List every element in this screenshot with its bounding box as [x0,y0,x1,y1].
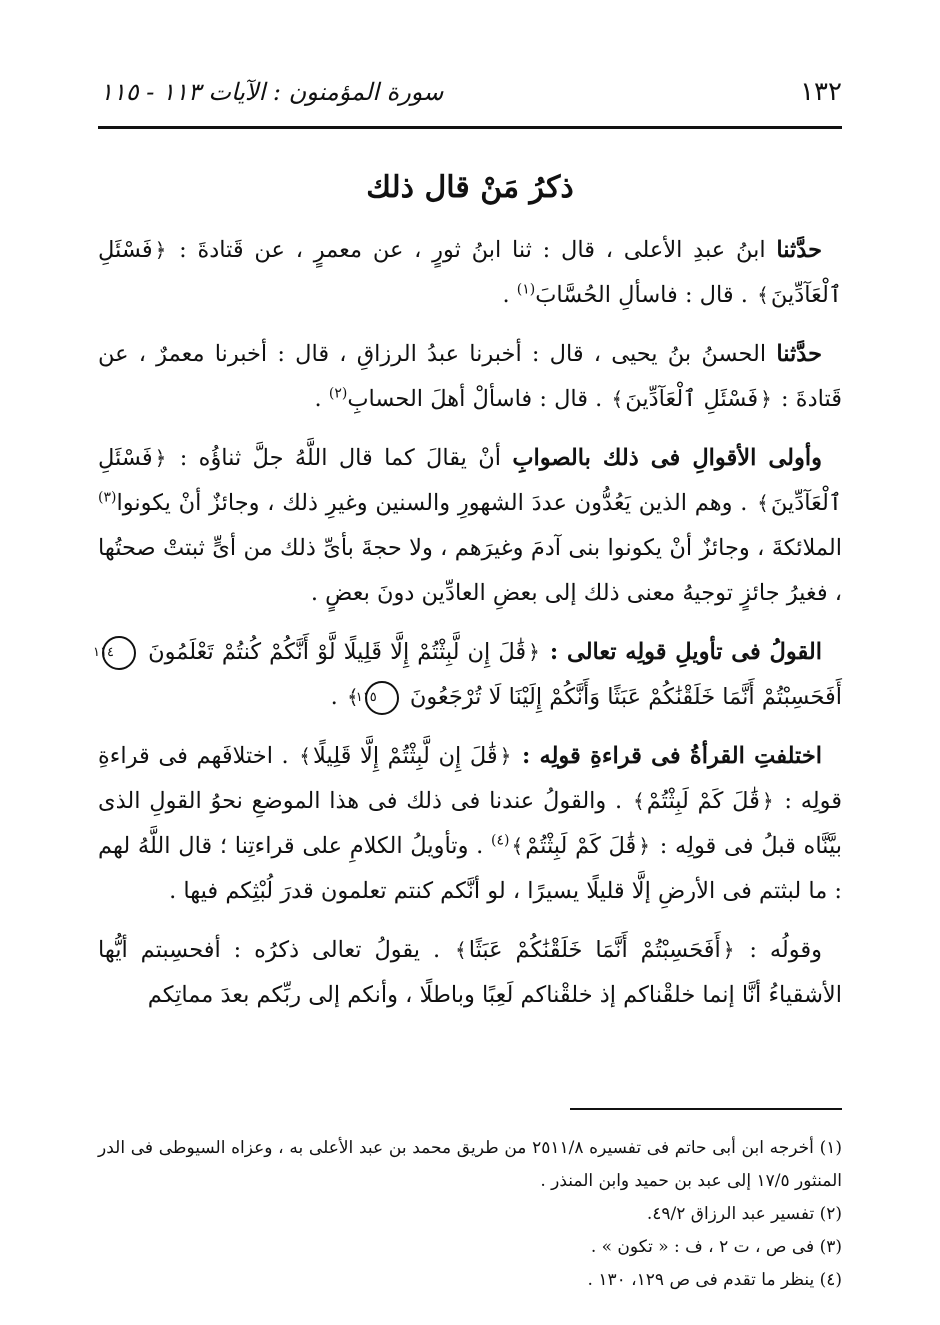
paragraph-text: . قال : فاسألْ أهلَ الحسابِ [347,386,603,412]
quran-quote: فَسْئَلِ ٱلْعَآدِّينَ [625,386,759,412]
header-rule [98,126,842,129]
quran-brace-open: ﴿ [154,238,167,262]
paragraph-text: أنْ يقالَ كما قال اللَّهُ جلَّ ثناؤُه : [179,445,502,471]
quran-brace-open: ﴿ [528,640,540,664]
paragraph-text: وقولُه : [749,937,823,963]
paragraph-text: . وهم الذين يَعُدُّون عددَ الشهورِ والسنين وغيرِ ذلك ، وجائزٌ أنْ يكونوا [116,490,748,516]
quran-brace-close: ﴾ [757,283,769,307]
paragraph-text: . يقولُ تعالى ذكرُه : أفحسِبتم أيُّها الأشقياءُ أنَّا إنما خلقْناكم إذ خلقْناكم لَعِبًا وباطلًا ، وأنكم إلى ربِّكم بعدَ مماتِكم [98,937,842,1008]
paragraph-text: ابنُ عبدِ الأعلى ، قال : ثنا ابنُ ثورٍ ، عن معمرٍ ، عن قَتادةَ : [179,237,766,263]
quran-quote: قَٰلَ كَمْ لَبِثْتُمْ [646,788,760,814]
paragraph-2 [98,332,842,422]
footnote-ref-2[interactable]: (٢) [328,385,348,402]
footnote-3: (٣) فى ص ، ت ٢ ، ف : « تكون » . [590,1237,842,1257]
quran-quote: قَٰلَ كَمْ لَبِثْتُمْ [525,833,637,859]
quran-brace-close: ﴾ [757,491,769,515]
paragraph-5 [98,734,842,914]
quran-brace-open: ﴿ [499,744,512,768]
paragraph-text: . [502,282,510,308]
quran-brace-open: ﴿ [722,938,735,962]
quran-brace-close: ﴾ [611,387,624,411]
paragraph-lead: القولُ فى تأويلِ قولِه تعالى : [549,639,823,665]
paragraph-lead: حدَّثنا [776,237,822,263]
quran-brace-open: ﴿ [760,387,772,411]
paragraph-lead: حدَّثنا [776,341,822,367]
quran-quote: قَٰلَ إِن لَّبِثْتُمْ إِلَّا قَلِيلًا لَّوْ أَنَّكُمْ كُنتُمْ تَعْلَمُونَ [148,639,527,665]
main-text [93,228,843,1032]
quran-quote: فَسْئَلِ ٱلْعَآدِّينَ [98,237,842,308]
paragraph-3 [98,436,842,616]
quran-brace-open: ﴿ [761,789,774,813]
quran-quote: قَٰلَ إِن لَّبِثْتُمْ إِلَّا قَلِيلًا [313,743,498,769]
footnote-ref-4[interactable]: (٤) [491,832,510,849]
running-title: سورة المؤمنون : الآيات ١١٣ - ١١٥ [100,78,444,106]
ayah-number-marker: ١١٤ [102,636,136,670]
quran-quote: أَفَحَسِبْتُمْ أَنَّمَا خَلَقْنَٰكُمْ عَبَثًا وَأَنَّكُمْ إِلَيْنَا لَا تُرْجَعُونَ [409,684,842,710]
quran-brace-close: ﴾ [299,744,311,768]
paragraph-text: . قال : فاسألِ الحُسَّابَ [535,282,748,308]
paragraph-text: . وتأويلُ الكلامِ على قراءتِنا ؛ قال اللَّهُ لهم : ما لبثتم فى الأرضِ إلَّا قليلًا يسيرًا ، لو أنَّكم كنتم تعلمون قدرَ لُبْثِكم فيها . [98,833,842,904]
paragraph-6 [98,928,842,1018]
footnote-1: (١) أخرجه ابن أبى حاتم فى تفسيره ٢٥١١/٨ من طريق محمد بن عبد الأعلى به ، وعزاه السيوطى فى الدر المنثور ١٧/٥ إلى عبد بن حميد وابن المنذر . [98,1138,843,1191]
quran-quote: فَسْئَلِ ٱلْعَآدِّينَ [98,445,842,516]
paragraph-text: الملائكةَ ، وجائزٌ أنْ يكونوا بنى آدمَ وغيرَهم ، ولا حجةَ بأىِّ ذلك من أىٍّ ثبتتْ صحتُها ، فغيرُ جائزٍ توجيهُ معنى ذلك إلى بعضِ العادِّين دونَ بعضٍ . [98,535,842,606]
footnote-ref-3[interactable]: (٣) [98,489,117,506]
ayah-number-marker: ١١٥ [365,681,399,715]
footnote-4: (٤) ينظر ما تقدم فى ص ١٢٩، ١٣٠ . [587,1270,842,1290]
paragraph-text: . والقولُ عندنا فى ذلك فى هذا الموضعِ نحوُ القولِ الذى بيَّنَّاه قبلُ فى قولِه : [98,788,843,859]
paragraph-lead: وأولى الأقوالِ فى ذلك بالصوابِ [512,445,822,471]
paragraph-1 [98,228,842,318]
paragraph-4 [93,630,842,720]
paragraph-text: . اختلافَهم فى قراءةِ قولِه : [98,743,843,814]
quran-brace-open: ﴿ [638,834,651,858]
paragraph-text: . [330,684,338,710]
page-number: ١٣٢ [800,77,842,107]
quran-brace-close: ﴾ [511,834,524,858]
paragraph-text: . [314,386,322,412]
quran-brace-open: ﴿ [154,446,167,470]
page-header [100,72,842,112]
quran-brace-close: ﴾ [632,789,645,813]
paragraph-text: الحسنُ بنُ يحيى ، قال : أخبرنا عبدُ الرزاقِ ، قال : أخبرنا معمرٌ ، عن قَتادةَ : [98,341,842,412]
section-title: ذكرُ مَنْ قال ذلك [366,170,574,205]
footnotes [98,1132,842,1297]
paragraph-lead: اختلفتِ القرأةُ فى قراءةِ قولِه : [521,743,822,769]
quran-quote: أَفَحَسِبْتُمْ أَنَّمَا خَلَقْنَٰكُمْ عَبَثًا [468,937,721,963]
footnote-2: (٢) تفسير عبد الرزاق ٤٩/٢. [646,1204,842,1224]
quran-brace-close: ﴾ [346,685,359,709]
quran-brace-close: ﴾ [455,938,467,962]
footnote-rule [570,1108,842,1110]
footnote-ref-1[interactable]: (١) [516,281,536,298]
